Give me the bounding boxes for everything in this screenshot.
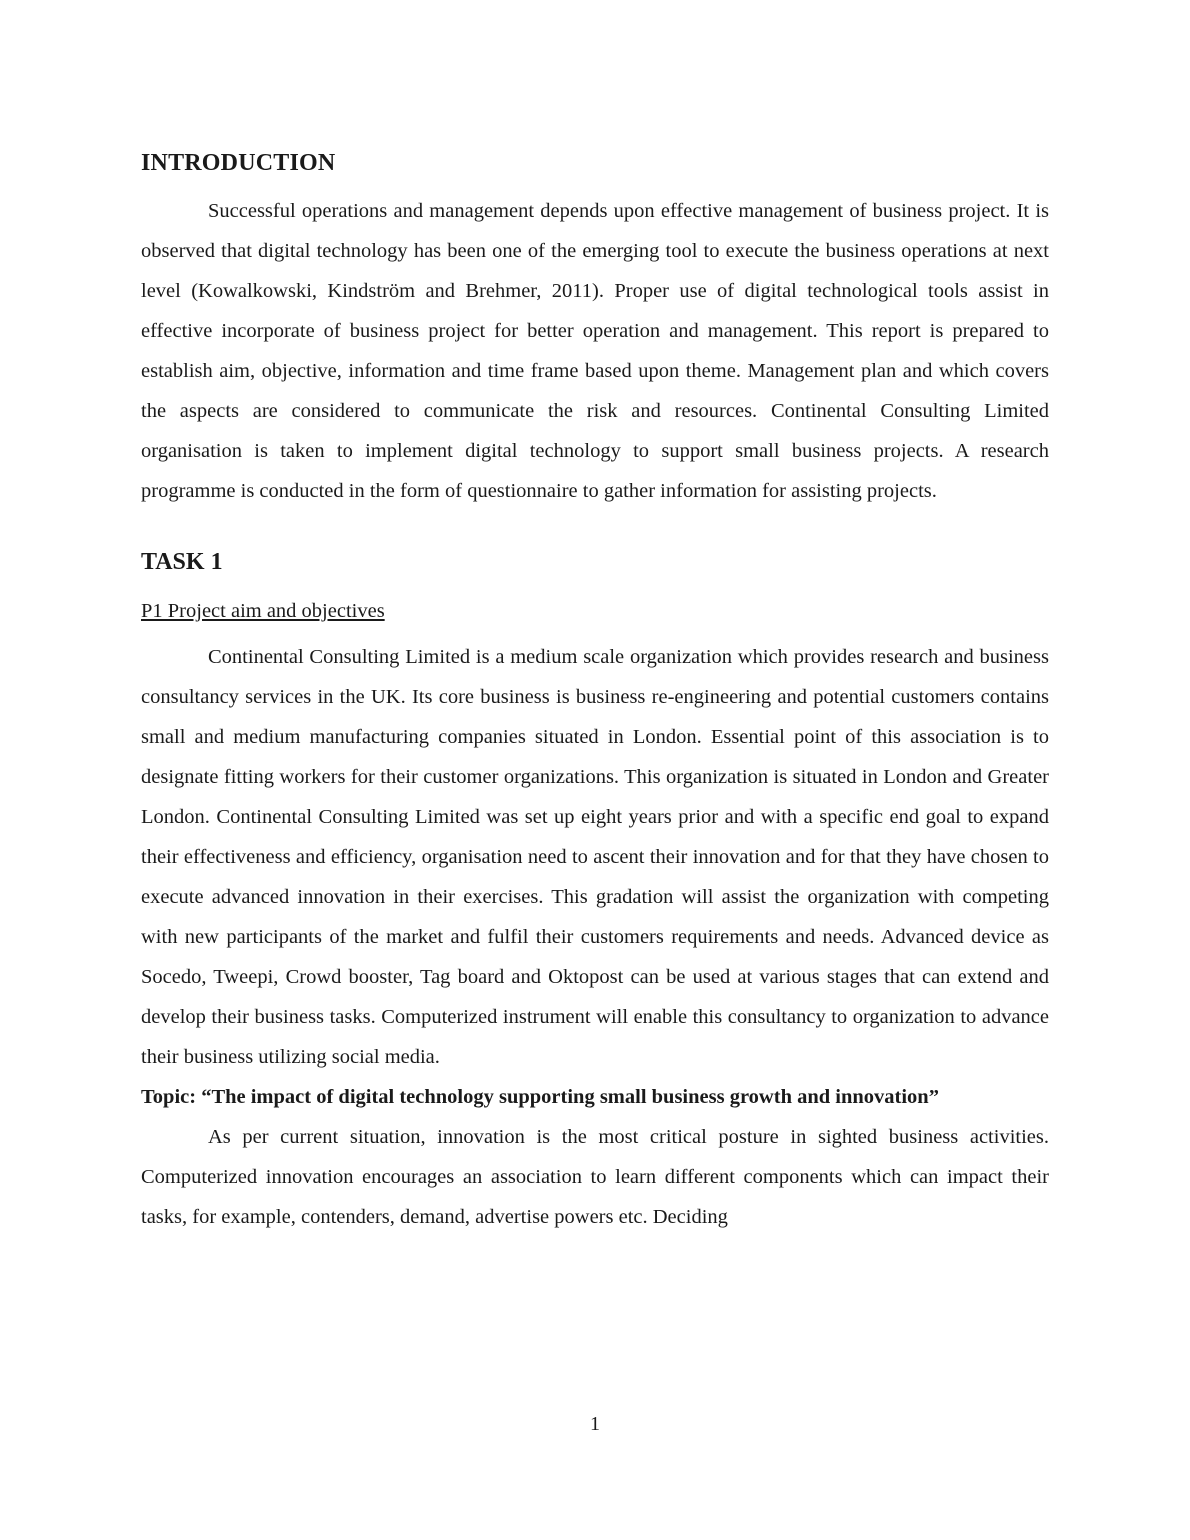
p1-subheading: P1 Project aim and objectives [141, 600, 385, 622]
closing-paragraph: As per current situation, innovation is the most critical posture in sighted business activities. Computerized innovation encourages an association to learn different components which can impact their tasks, for example, contenders, demand, advertise powers etc. Deciding [141, 1126, 1049, 1228]
topic-statement: Topic: “The impact of digital technology supporting small business growth and innovation” [141, 1086, 939, 1108]
task1-heading: TASK 1 [141, 549, 223, 575]
introduction-heading: INTRODUCTION [141, 150, 336, 176]
introduction-paragraph: Successful operations and management depends upon effective management of business project. It is observed that digital technology has been one of the emerging tool to execute the business operations at next level (Kowalkowski, Kindström and Brehmer, 2011). Proper use of digital technological tools assist in effective incorporate of business project for better operation and management. This report is prepared to establish aim, objective, information and time frame based upon theme. Management plan and which covers the aspects are considered to communicate the risk and resources. Continental Consulting Limited organisation is taken to implement digital technology to support small business projects. A research programme is conducted in the form of questionnaire to gather information for assisting projects. [141, 200, 1049, 502]
p1-paragraph: Continental Consulting Limited is a medium scale organization which provides research and business consultancy services in the UK. Its core business is business re-engineering and potential customers contains small and medium manufacturing companies situated in London. Essential point of this association is to designate fitting workers for their customer organizations. This organization is situated in London and Greater London. Continental Consulting Limited was set up eight years prior and with a specific end goal to expand their effectiveness and efficiency, organisation need to ascent their innovation and for that they have chosen to execute advanced innovation in their exercises. This gradation will assist the organization with competing with new participants of the market and fulfil their customers requirements and needs. Advanced device as Socedo, Tweepi, Crowd booster, Tag board and Oktopost can be used at various stages that can extend and develop their business tasks. Computerized instrument will enable this consultancy to organization to advance their business utilizing social media. [141, 646, 1049, 1068]
page-number: 1 [590, 1413, 600, 1435]
page-content [141, 150, 1049, 1237]
